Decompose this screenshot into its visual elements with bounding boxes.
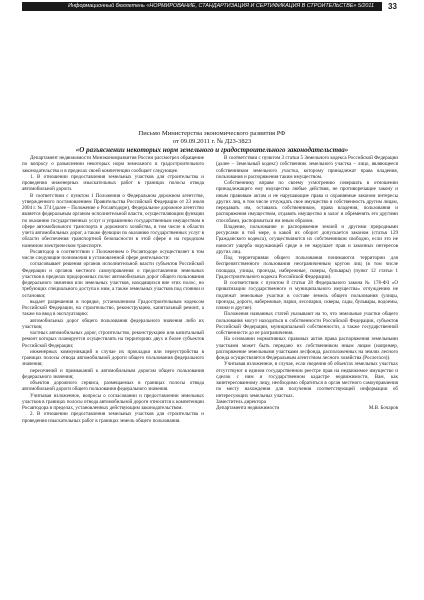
bulletin-title: Информационный бюллетень «НОРМИРОВАНИЕ, СТАНДАРТИЗАЦИЯ И СЕРТИФИКАЦИЯ В СТРОИТЕЛЬСТВЕ» 5/2011 — [68, 3, 374, 9]
right-column — [216, 155, 398, 411]
paragraph: Департамент недвижимости Минэкономразвития России рассмотрел обращение по вопросу о разъяснении некоторых норм земельного и градостроительного законодательства и в пределах своей компетенции сообщает следующее. — [22, 155, 204, 174]
letter-date-number: от 09.09.2011 г. № Д23-3823 — [172, 138, 252, 145]
letter-heading — [24, 130, 400, 155]
paragraph: Положения названных статей указывают на то, что земельные участки общего пользования могут находиться в собственности Российской Федерации, субъектов Российской Федерации, муниципальной собственности, а также государственной собственности до ее разграничения. — [216, 311, 398, 336]
paragraph: выдает разрешения в порядке, установленном Градостроительным кодексом Российской Федерации, на строительство, реконструкцию, капитальный ремонт, а также на ввод в эксплуатацию: — [22, 298, 204, 318]
paragraph: инженерных коммуникаций в случае их прокладки или переустройства в границах полосы отвода автомобильной дороги общего пользования федерального значения; — [22, 348, 204, 368]
letter-title: Письмо Министерства экономического развития РФ — [138, 130, 286, 137]
paragraph: 1. В отношении предоставления земельных участков для строительства и проведения инженерных изыскательных работ в границах полосы отвода автомобильной дороги. — [22, 173, 204, 193]
signatory-name: М.В. Бочаров — [368, 405, 398, 411]
paragraph: объектов дорожного сервиса, размещаемых в границах полосы отвода автомобильной дороги общего пользования федерального значения. — [22, 380, 204, 393]
paragraph: Учитывая изложенное, вопросы о согласовании и предоставлении земельных участков в границах полосы отвода автомобильной дороги относятся к компетенции Росавтодора в пределах, установленных действующим законодательством. — [22, 392, 205, 411]
paragraph: 2. В отношении предоставления земельных участков для строительства и проведения изыскательных работ в границах земель общего пользования. — [22, 411, 204, 424]
paragraph: В соответствии с пунктом 8 статьи 28 Федерального закона № 178-ФЗ «О приватизации государственного и муниципального имущества» отчуждению не подлежат земельные участки в составе земель общего пользования (улицы, проезды, дороги, набережные, парки, лесопарки, скверы, сады, бульвары, водоемы, пляжи и другие). — [216, 280, 398, 311]
paragraph: В соответствии с пунктом 3 статьи 5 Земельного кодекса Российской Федерации (далее – Земельный кодекс) собственник земельного участка – лицо, являющееся собственником земельного участка, которому принадлежат права владения, пользования и распоряжения таким имуществом. — [216, 155, 398, 180]
page-header — [0, 0, 424, 12]
paragraph: Росавтодор в соответствии с Положением о Росавтодоре осуществляет в том числе следующие полномочия в установленной сфере деятельности: — [22, 248, 204, 261]
paragraph: Собственнику вправе по своему усмотрению совершать в отношении принадлежащего ему имущества любые действия, не противоречащие закону и иным правовым актам и не нарушающие права и охраняемые законом интересы других лиц, в том числе отчуждать свое имущество в собственность другим лицам, передавать им, оставаясь собственником, права владения, пользования и распоряжения имуществом, отдавать имущество в залог и обременять его другими способами, распоряжаться им иным образом. — [216, 180, 398, 224]
signatory-position — [216, 399, 279, 412]
paragraph: пересечений и примыканий к автомобильным дорогам общего пользования федерального значения; — [22, 367, 204, 380]
paragraph: Учитывая изложенное, в случае, если сведения об объектах земельных участках отсутствуют в едином государственном реестре прав на недвижимое имущество и сделок с ним и государственном кадастре недвижимости, Вам, как заинтересованному лицу, необходимо обратиться в орган местного самоуправления по месту нахождения для получения соответствующей информации об интересующих земельных участках. — [216, 361, 398, 399]
paragraph: На основании нормативных правовых актов права распоряжения земельными участками может быть передано их собственником иным лицам (например, распоряжение земельными участками лесфонда, расположенных на землях лесного фонда осуществляется Федеральным агентством лесного хозяйства (Рослесхоз)). — [216, 336, 398, 361]
paragraph: частных автомобильных дорог, строительство, реконструкцию или капитальный ремонт которых планируется осуществлять на территориях двух и более субъектов Российской Федерации; — [22, 330, 204, 349]
left-column — [22, 155, 204, 424]
position-line: Заместитель директора — [216, 398, 266, 405]
paragraph: автомобильных дорог общего пользования федерального значения либо их участков; — [22, 317, 204, 330]
paragraph: согласовывает решения органов исполнительной власти субъектов Российской Федерации и органов местного самоуправления о предоставлении земельных участков в пределах придорожных полос автомобильных дорог общего пользования федерального значения или земельных участков, находящихся вне этих полос, но требующих специального доступа к ним, а также земельных участков под стоянки и остановки; — [22, 261, 204, 299]
paragraph: В соответствии с пунктом 1 Положения о Федеральном дорожном агентстве, утвержденного постановлением Правительства Российской Федерации от 23 июля 2004 г. № 374 (далее – Положение о Росавтодоре), Федеральное дорожное агентство является федеральным органом исполнительной власти, осуществляющим функции по оказанию государственных услуг и управлению государственным имуществом в сфере автомобильного транспорта и дорожного хозяйства, в том числе в области учета автомобильных дорог, а также функции по оказанию государственных услуг в области обеспечения транспортной безопасности в этой сфере и на городском наземном электрическом транспорте. — [22, 192, 204, 249]
paragraph: Под территориями общего пользования понимаются территории для беспрепятственного пользования неограниченным кругом лиц (в том числе площади, улицы, проезды, набережные, скверы, бульвары) (пункт 12 статьи 1 Градостроительного кодекса Российской Федерации). — [216, 255, 398, 280]
position-line: Департамента недвижимости — [216, 405, 280, 411]
letter-subject: «О разъяснении некоторых норм земельного и градостроительного законодательства» — [75, 146, 349, 154]
signature-block — [216, 399, 398, 412]
page-number: 33 — [388, 2, 397, 11]
paragraph: Владение, пользование и распоряжение землей и другими природными ресурсами в той мере, в какой их оборот допускается законом (статья 129 Гражданского кодекса), осуществляются их собственником свободно, если это не наносит ущерба окружающей среде и не нарушает прав и законных интересов других лиц. — [216, 223, 398, 255]
